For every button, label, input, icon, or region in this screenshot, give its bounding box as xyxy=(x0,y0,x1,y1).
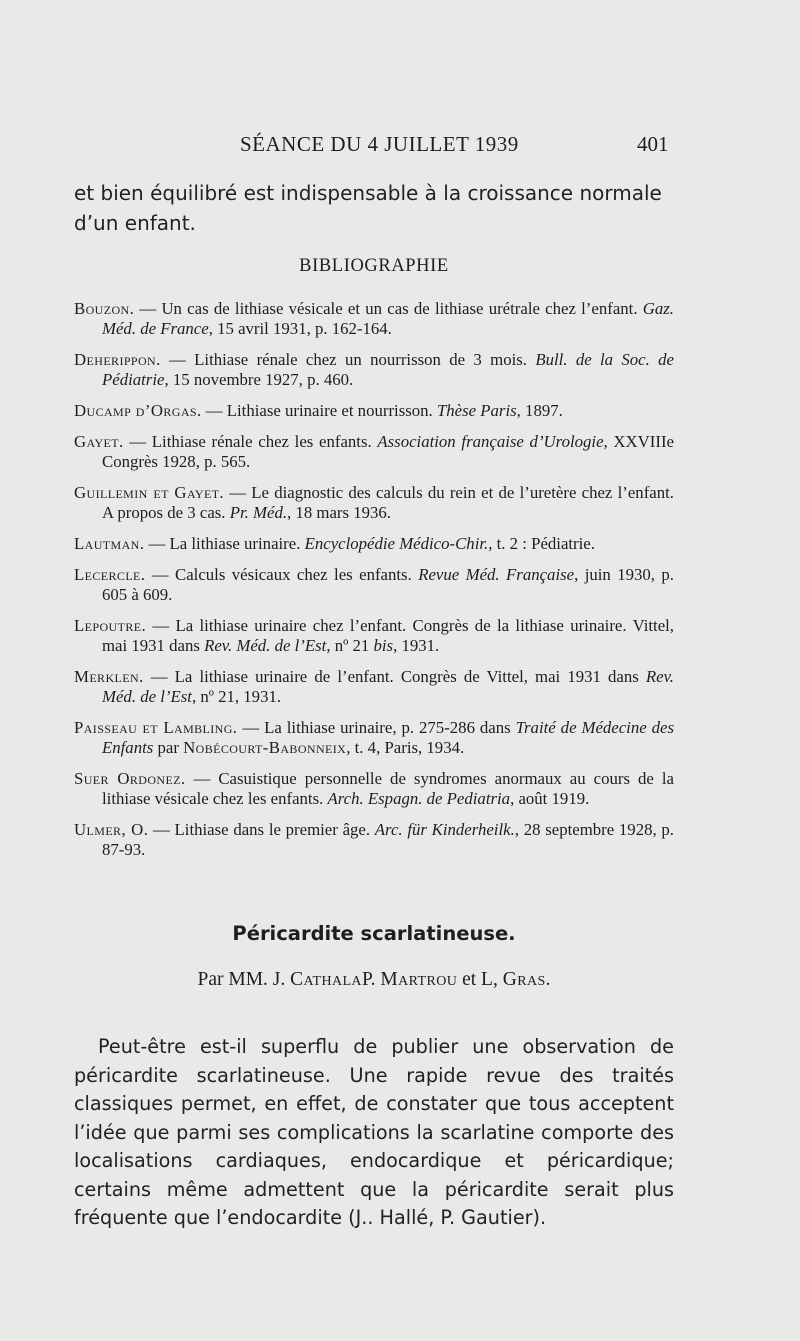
bibliography-entry xyxy=(74,667,674,707)
reference-source: Traité de Médecine des Enfants xyxy=(102,718,674,757)
reference-text: — La lithiase urinaire de l’enfant. Congrès de Vittel, mai 1931 dans xyxy=(143,667,646,686)
byline-sep-1: P. xyxy=(361,969,381,990)
reference-author: Suer Ordonez. xyxy=(74,769,186,788)
reference-author: Ducamp d’Orgas. xyxy=(74,401,202,420)
reference-text: , 18 mars 1936. xyxy=(287,503,391,522)
bibliography-entry xyxy=(74,350,674,390)
reference-text: — Le diagnostic des calculs du rein et de l’uretère chez l’enfant. A propos de 3 cas. xyxy=(102,483,674,522)
article-title: Péricardite scarlatineuse. xyxy=(232,922,516,945)
reference-text: — Lithiase rénale chez les enfants. xyxy=(123,432,378,451)
byline-author-2: Martrou xyxy=(380,969,458,990)
reference-source: Arch. Espagn. de Pediatria xyxy=(327,789,511,808)
reference-source: Association française d’Urologie xyxy=(377,432,604,451)
bibliography-entry xyxy=(74,299,674,339)
article-byline xyxy=(74,969,674,991)
reference-text: , 15 avril 1931, p. 162-164. xyxy=(208,319,392,338)
reference-text: , t. 2 : Pédiatrie. xyxy=(488,534,595,553)
reference-text: — Lithiase dans le premier âge. xyxy=(148,820,375,839)
reference-text: , juin 1930, p. 605 à 609. xyxy=(102,565,675,604)
bibliography-entry xyxy=(74,534,674,554)
byline-sep-2: et L, xyxy=(457,969,503,990)
bibliography-entry xyxy=(74,820,674,860)
bibliography-entry xyxy=(74,565,674,605)
reference-text: , 28 septembre 1928, p. 87-93. xyxy=(102,820,674,859)
reference-author: Deherippon. xyxy=(74,350,161,369)
continued-paragraph: et bien équilibré est indispensable à la croissance normale d’un enfant. xyxy=(74,181,662,235)
reference-source: Bull. de la Soc. de Pédiatrie xyxy=(102,350,674,389)
reference-author: Ulmer, O. xyxy=(74,820,149,839)
reference-source: bis xyxy=(373,636,394,655)
reference-text: — La lithiase urinaire, p. 275-286 dans xyxy=(237,718,516,737)
reference-text: , nº 21 xyxy=(326,636,374,655)
byline-end: . xyxy=(545,969,551,990)
byline-author-1: Cathala xyxy=(290,969,362,990)
reference-author: Guillemin et Gayet. xyxy=(74,483,225,502)
reference-text: , 1931. xyxy=(393,636,440,655)
reference-source: Pr. Méd. xyxy=(229,503,288,522)
reference-author: Lepoutre. xyxy=(74,616,147,635)
reference-text: Nobécourt-Babonneix xyxy=(183,738,347,757)
reference-text: — La lithiase urinaire. xyxy=(144,534,305,553)
bibliography-heading: BIBLIOGRAPHIE xyxy=(299,256,449,276)
reference-text: — Lithiase rénale chez un nourrisson de 3 mois. xyxy=(160,350,536,369)
reference-source: Rev. Méd. de l’Est xyxy=(204,636,327,655)
reference-author: Lecercle. xyxy=(74,565,146,584)
byline-author-3: Gras xyxy=(502,969,546,990)
reference-source: Arc. für Kinderheilk. xyxy=(374,820,515,839)
reference-author: Gayet. xyxy=(74,432,124,451)
reference-text: , 15 novembre 1927, p. 460. xyxy=(164,370,354,389)
bibliography-entry xyxy=(74,483,674,523)
bibliography-entry xyxy=(74,401,674,421)
reference-source: Gaz. Méd. de France xyxy=(102,299,674,338)
reference-text: , t. 4, Paris, 1934. xyxy=(346,738,465,757)
reference-text: , août 1919. xyxy=(510,789,590,808)
reference-text: , XXVIIIe Congrès 1928, p. 565. xyxy=(102,432,674,471)
reference-text: , nº 21, 1931. xyxy=(191,687,282,706)
reference-text: , 1897. xyxy=(516,401,563,420)
reference-author: Paisseau et Lambling. xyxy=(74,718,238,737)
bibliography-entry xyxy=(74,616,674,656)
page-number: 401 xyxy=(637,132,669,156)
reference-author: Merklen. xyxy=(74,667,144,686)
reference-text: — Lithiase urinaire et nourrisson. xyxy=(201,401,437,420)
reference-source: Thèse Paris xyxy=(436,401,517,420)
reference-text: — Casuistique personnelle de syndromes anormaux au cours de la lithiase vésicale chez les enfants. xyxy=(102,769,674,808)
reference-source: Rev. Méd. de l’Est xyxy=(102,667,674,706)
bibliography-list xyxy=(74,299,674,860)
running-header xyxy=(0,132,800,162)
bibliography-entry xyxy=(74,718,674,758)
reference-text: — Calculs vésicaux chez les enfants. xyxy=(145,565,419,584)
reference-text: par xyxy=(153,738,184,757)
bibliography-entry xyxy=(74,769,674,809)
running-title: SÉANCE DU 4 JUILLET 1939 xyxy=(240,132,519,156)
reference-author: Lautman. xyxy=(74,534,145,553)
reference-text: — Un cas de lithiase vésicale et un cas de lithiase urétrale chez l’enfant. xyxy=(134,299,643,318)
byline-prefix: Par MM. J. xyxy=(197,969,291,990)
text-column xyxy=(74,178,674,1233)
reference-source: Encyclopédie Médico-Chir. xyxy=(304,534,489,553)
reference-text: — La lithiase urinaire chez l’enfant. Congrès de la lithiase urinaire. Vittel, mai 1931 dans xyxy=(102,616,674,655)
reference-source: Revue Méd. Française xyxy=(418,565,575,584)
bibliography-entry xyxy=(74,432,674,472)
article-body-paragraph: Peut-être est-il superflu de publier une observation de péricardite scarlatineuse. Une rapide revue des traités classiques permet, en effet, de constater que tous acceptent l’idée que parmi ses complications la scarlatine comporte des localisations cardiaques, endocardique et péricardique; certains même admettent que la péricardite serait plus fréquente que l’endocardite (J.. Hallé, P. Gautier). xyxy=(74,1035,674,1229)
reference-author: Bouzon. xyxy=(74,299,135,318)
